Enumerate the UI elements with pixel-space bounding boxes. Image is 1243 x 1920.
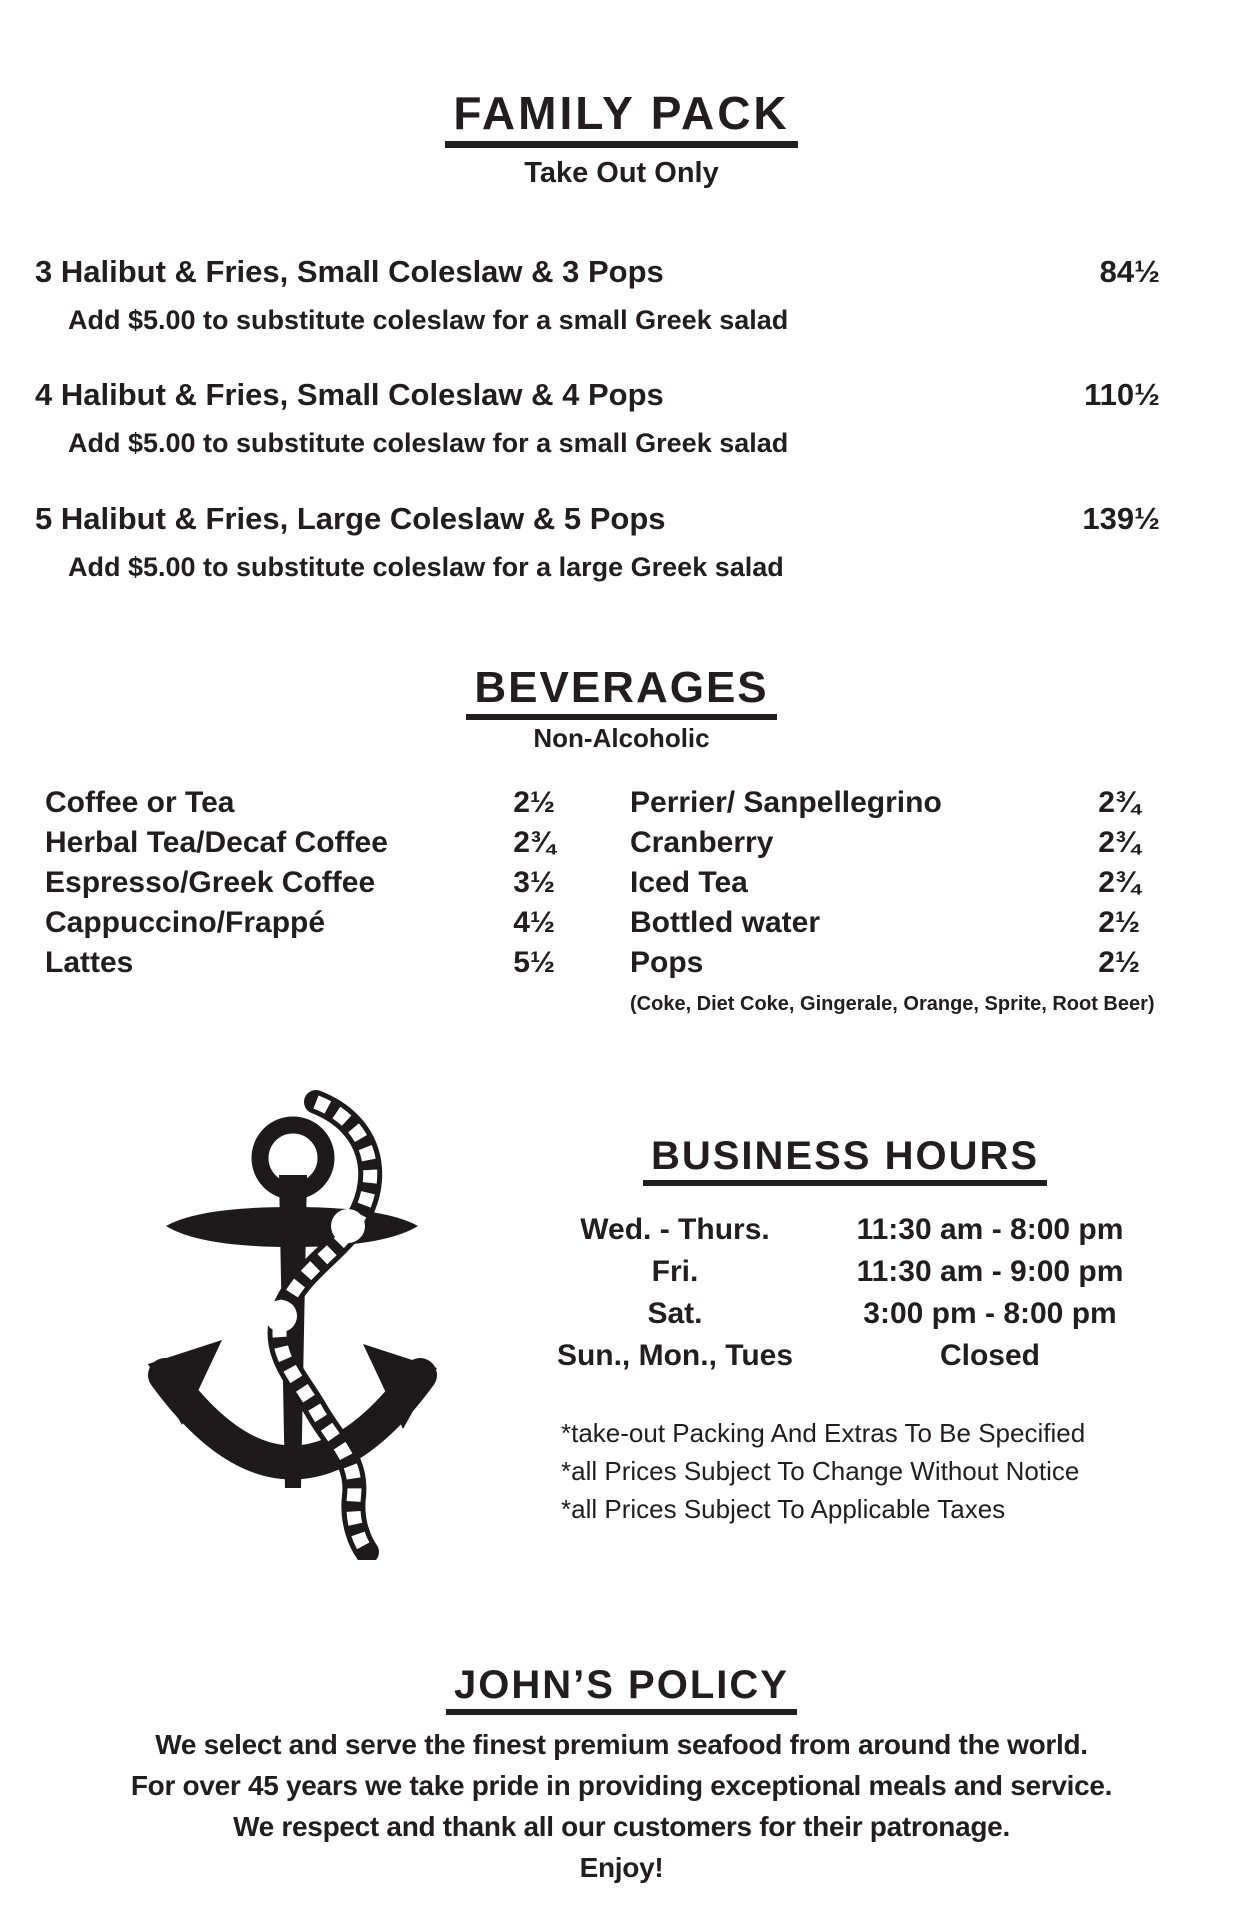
beverages-left-column — [45, 783, 555, 983]
family-pack-subtitle: Take Out Only — [524, 157, 719, 189]
menu-item — [35, 252, 1160, 292]
menu-item — [35, 375, 1160, 415]
menu-item — [35, 499, 1160, 539]
beverage-row — [630, 823, 1140, 863]
business-hours-title: BUSINESS HOURS — [643, 1134, 1047, 1186]
beverage-row — [45, 863, 555, 903]
beverage-name: Cranberry — [630, 826, 774, 859]
beverage-row — [630, 903, 1140, 943]
hours-days: Fri. — [651, 1255, 699, 1288]
beverage-price: 2½ — [1098, 906, 1140, 939]
hours-row — [540, 1209, 1145, 1251]
beverage-name: Cappuccino/Frappé — [45, 906, 326, 939]
policy-line: We select and serve the finest premium seafood from around the world. — [155, 1729, 1088, 1760]
beverage-price: 2½ — [513, 786, 555, 819]
beverage-price: 5½ — [513, 946, 555, 979]
policy-line: We respect and thank all our customers for their patronage. — [233, 1811, 1010, 1842]
business-hours-header — [495, 1134, 1195, 1186]
policy-text — [0, 1724, 1243, 1888]
menu-item-name: 4 Halibut & Fries, Small Coleslaw & 4 Pops — [35, 377, 664, 412]
hours-time: Closed — [939, 1339, 1041, 1372]
beverage-row — [630, 943, 1140, 983]
beverage-price: 3½ — [513, 866, 555, 899]
disclaimer-note: *all Prices Subject To Applicable Taxes — [561, 1494, 1006, 1524]
hours-days: Sun., Mon., Tues — [556, 1339, 794, 1372]
beverage-row — [45, 903, 555, 943]
hours-time: 11:30 am - 8:00 pm — [856, 1213, 1124, 1246]
beverage-name: Espresso/Greek Coffee — [45, 866, 376, 899]
menu-item-price: 84½ — [1099, 254, 1160, 289]
beverage-name: Iced Tea — [630, 866, 748, 899]
beverage-name: Pops — [630, 946, 704, 979]
hours-row — [540, 1251, 1145, 1293]
beverage-row — [630, 863, 1140, 903]
hours-row — [540, 1293, 1145, 1335]
policy-line: For over 45 years we take pride in providing exceptional meals and service. — [130, 1770, 1113, 1801]
beverages-title: BEVERAGES — [466, 664, 776, 720]
beverage-price: 2¾ — [1098, 826, 1140, 859]
pops-flavour-note: (Coke, Diet Coke, Gingerale, Orange, Sprite, Root Beer) — [630, 993, 1155, 1015]
policy-title: JOHN’S POLICY — [446, 1663, 797, 1715]
policy-line: Enjoy! — [579, 1852, 664, 1883]
disclaimer-note: *take-out Packing And Extras To Be Specified — [561, 1418, 1086, 1448]
policy-header — [0, 1663, 1243, 1715]
business-hours-table — [540, 1209, 1145, 1377]
family-pack-title: FAMILY PACK — [445, 88, 797, 148]
hours-row — [540, 1335, 1145, 1377]
hours-days: Sat. — [647, 1297, 703, 1330]
beverage-row — [45, 943, 555, 983]
beverages-subtitle: Non-Alcoholic — [533, 723, 710, 753]
beverage-name: Perrier/ Sanpellegrino — [630, 786, 942, 819]
hours-time: 11:30 am - 9:00 pm — [856, 1255, 1124, 1288]
beverage-name: Lattes — [45, 946, 134, 979]
beverages-right-column — [630, 783, 1140, 983]
menu-item-name: 3 Halibut & Fries, Small Coleslaw & 3 Pops — [35, 254, 664, 289]
hours-days: Wed. - Thurs. — [580, 1213, 770, 1246]
beverage-price: 2¾ — [1098, 786, 1140, 819]
beverage-row — [45, 783, 555, 823]
menu-item-note: Add $5.00 to substitute coleslaw for a small Greek salad — [68, 428, 789, 458]
beverage-name: Herbal Tea/Decaf Coffee — [45, 826, 388, 859]
beverage-price: 2¾ — [1098, 866, 1140, 899]
beverage-name: Coffee or Tea — [45, 786, 235, 819]
menu-item-price: 139½ — [1082, 501, 1160, 536]
disclaimer-notes — [561, 1414, 1085, 1528]
menu-item-note: Add $5.00 to substitute coleslaw for a large Greek salad — [68, 552, 784, 582]
beverage-price: 2¾ — [513, 826, 555, 859]
beverage-row — [45, 823, 555, 863]
beverage-name: Bottled water — [630, 906, 821, 939]
hours-time: 3:00 pm - 8:00 pm — [863, 1297, 1117, 1330]
menu-item-price: 110½ — [1084, 377, 1160, 412]
anchor-icon — [120, 1080, 460, 1560]
disclaimer-note: *all Prices Subject To Change Without Notice — [561, 1456, 1080, 1486]
beverage-price: 2½ — [1098, 946, 1140, 979]
menu-item-note: Add $5.00 to substitute coleslaw for a small Greek salad — [68, 305, 789, 335]
beverages-header — [0, 664, 1243, 720]
beverage-row — [630, 783, 1140, 823]
beverage-price: 4½ — [513, 906, 555, 939]
menu-item-name: 5 Halibut & Fries, Large Coleslaw & 5 Pops — [35, 501, 666, 536]
family-pack-header — [0, 88, 1243, 148]
